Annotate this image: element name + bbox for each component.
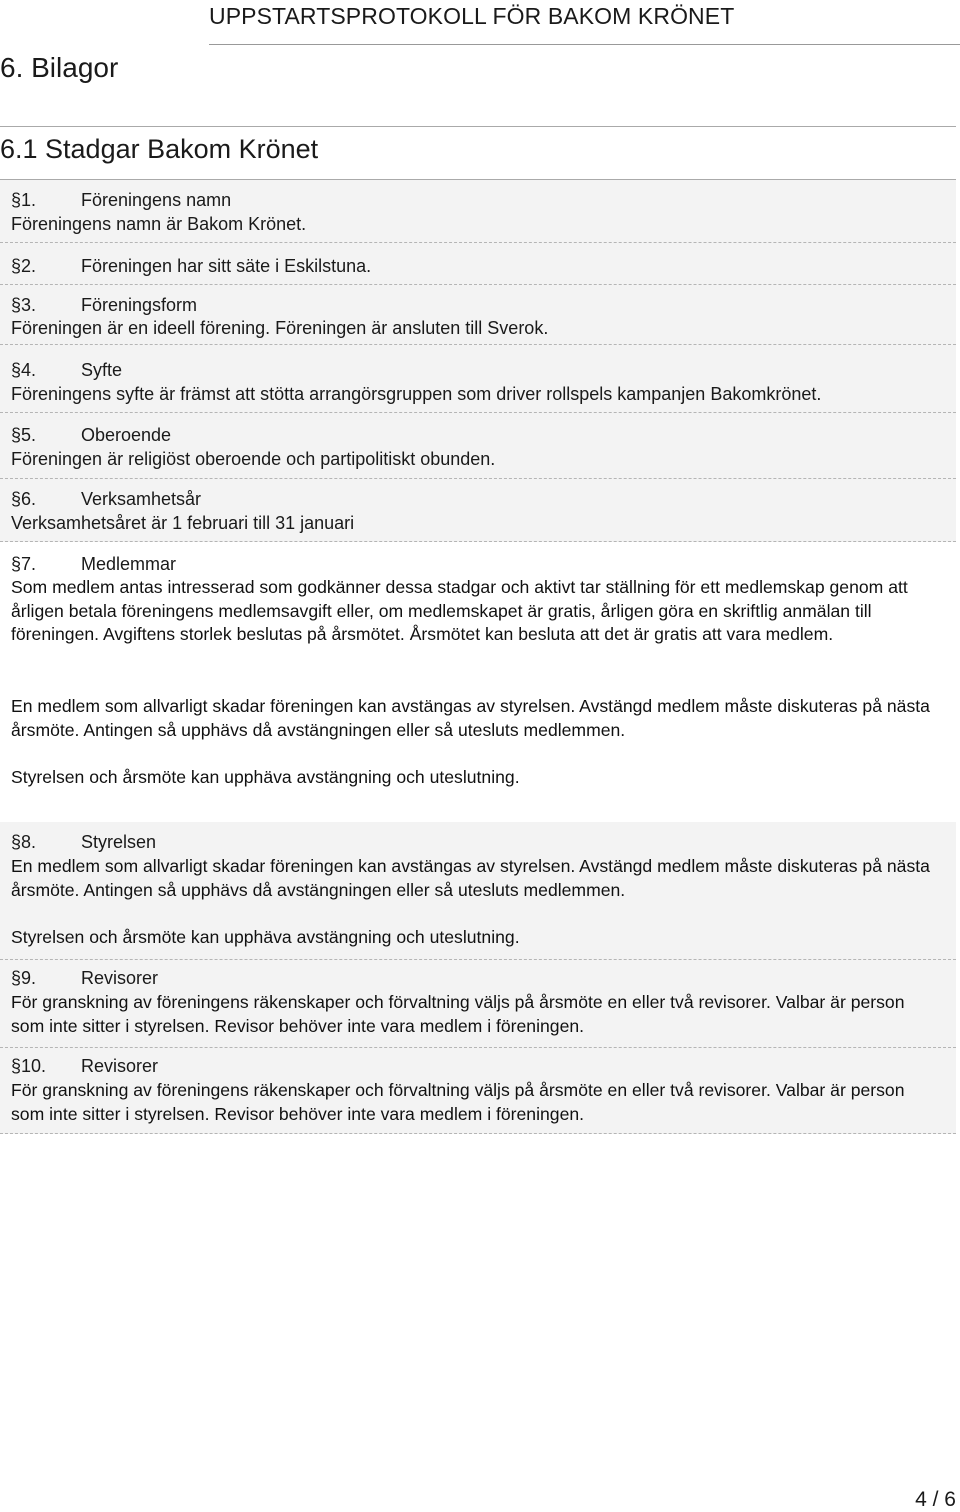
section-text: Föreningen är religiöst oberoende och partipolitiskt obunden. [11,449,496,469]
title-rule [0,126,956,127]
section-title: Syfte [81,360,123,380]
section-title: Föreningsform [81,295,198,315]
section-text: Föreningens syfte är främst att stötta arrangörsgruppen som driver rollspels kampanjen Bakomkrönet. [11,384,822,404]
section-title: Medlemmar [81,554,177,574]
running-header: UPPSTARTSPROTOKOLL FÖR BAKOM KRÖNET [209,3,735,29]
section-9 [0,960,956,1048]
section-title: Föreningens namn [81,190,232,210]
section-number: §5. [11,425,37,445]
subsection-title: 6.1 Stadgar Bakom Krönet [0,134,319,164]
section-title: Verksamhetsår [81,489,202,509]
section-number: §1. [11,190,37,210]
section-number: §3. [11,295,37,315]
section-paragraph: En medlem som allvarligt skadar föreningen kan avstängas av styrelsen. Avstängd medlem måste diskuteras på nästa årsmöte. Antingen så upphävs då avstängningen eller så utesluts medlemmen. [11,856,930,900]
section-number: §2. [11,256,37,276]
section-number: §10. [11,1056,47,1076]
section-10 [0,1048,956,1134]
section-heading [11,425,171,446]
section-7 [0,542,956,822]
section-paragraph: Som medlem antas intresserad som godkänner dessa stadgar och aktivt tar ställning för ett medlemskap genom att årligen betala föreningens medlemsavgift eller, om medlemskapet är gratis, årligen göra en skriftlig anmälan till föreningen. Avgiftens storlek beslutas på årsmötet. Årsmötet kan besluta att det är gratis att vara medlem. [11,577,908,645]
section-2 [0,243,956,285]
section-heading [11,832,156,853]
section-number: §9. [11,968,37,988]
page-title: 6. Bilagor [0,52,119,83]
section-1 [0,180,956,243]
section-6 [0,479,956,542]
section-heading [11,360,122,381]
section-number: §8. [11,832,37,852]
section-heading [11,968,158,989]
section-8 [0,822,956,960]
section-title: Styrelsen [81,832,157,852]
section-number: §4. [11,360,37,380]
section-text: Föreningen är en ideell förening. Föreningen är ansluten till Sverok. [11,318,549,338]
section-heading [11,489,201,510]
page-number: 4 / 6 [915,1488,956,1511]
section-paragraph: Styrelsen och årsmöte kan upphäva avstängning och uteslutning. [11,767,520,787]
section-number: §6. [11,489,37,509]
section-text: Verksamhetsåret är 1 februari till 31 januari [11,513,355,533]
section-heading [11,554,176,575]
section-title: Revisorer [81,968,159,988]
section-heading [11,295,197,316]
header-rule [209,44,960,45]
section-3 [0,285,956,345]
section-paragraph: En medlem som allvarligt skadar föreningen kan avstängas av styrelsen. Avstängd medlem måste diskuteras på nästa årsmöte. Antingen så upphävs då avstängningen eller så utesluts medlemmen. [11,696,930,740]
section-heading [11,190,231,211]
section-heading [11,1056,158,1077]
section-4 [0,345,956,413]
section-text: Föreningens namn är Bakom Krönet. [11,214,307,234]
section-heading [11,256,371,277]
section-title: Oberoende [81,425,172,445]
section-paragraph: Styrelsen och årsmöte kan upphäva avstängning och uteslutning. [11,927,520,947]
section-paragraph: För granskning av föreningens räkenskaper och förvaltning väljs på årsmöte en eller två revisorer. Valbar är person som inte sitter i styrelsen. Revisor behöver inte vara medlem i föreningen. [11,992,905,1036]
section-5 [0,413,956,479]
section-paragraph: För granskning av föreningens räkenskaper och förvaltning väljs på årsmöte en eller två revisorer. Valbar är person som inte sitter i styrelsen. Revisor behöver inte vara medlem i föreningen. [11,1080,905,1124]
section-number: §7. [11,554,37,574]
section-title: Revisorer [81,1056,159,1076]
section-title: Föreningen har sitt säte i Eskilstuna. [81,256,372,276]
